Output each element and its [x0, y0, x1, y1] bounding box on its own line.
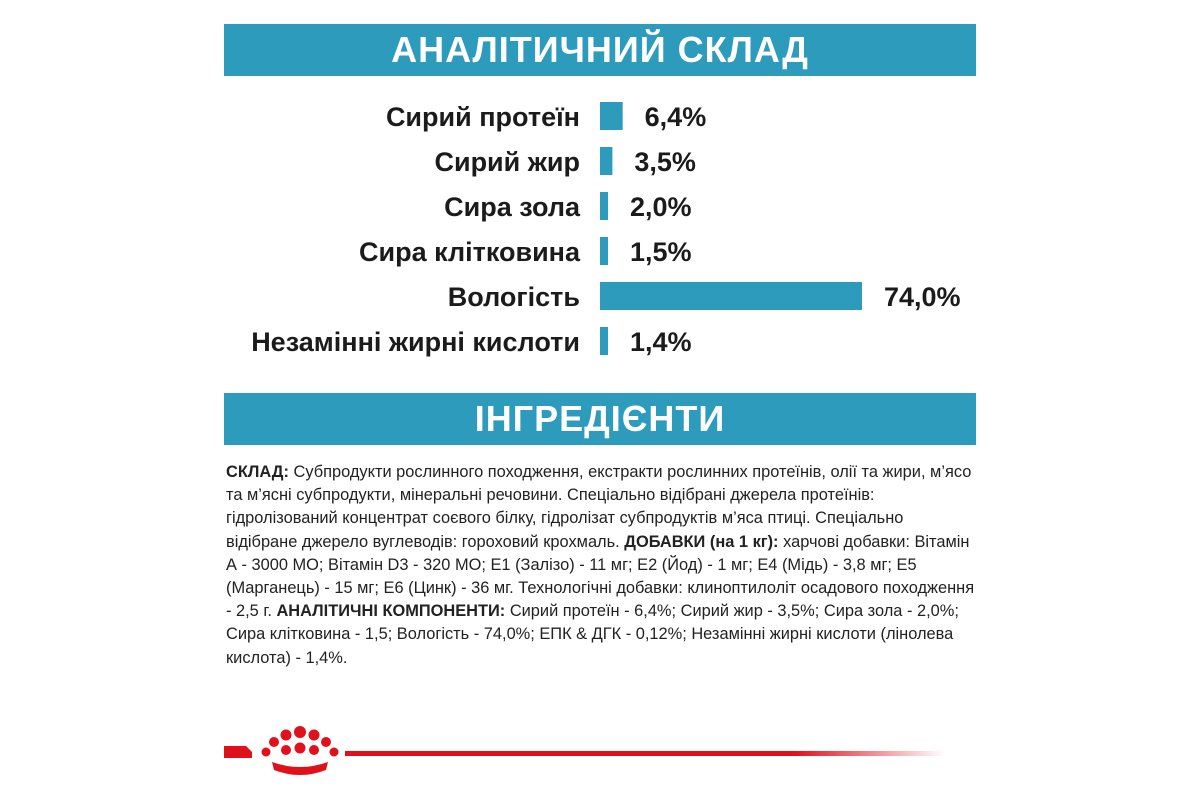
analysis-bar-chart — [0, 0, 1200, 380]
bar-0 — [600, 102, 623, 130]
bar-value-label-2: 2,0% — [630, 192, 692, 222]
bar-value-label-1: 3,5% — [634, 147, 696, 177]
bar-label-0: Сирий протеїн — [385, 102, 580, 132]
bar-label-4: Вологість — [447, 282, 580, 312]
ingredients-heading: АНАЛІТИЧНІ КОМПОНЕНТИ: — [276, 602, 506, 621]
bar-value-label-4: 74,0% — [884, 282, 961, 312]
bar-5 — [600, 327, 608, 355]
ingredients-heading: ДОБАВКИ (на 1 кг): — [624, 532, 779, 551]
bar-4 — [600, 282, 862, 310]
ingredients-body: харчові добавки: Вітамін А - 3000 МО; Вітамін D3 - 320 МО; Е1 (Залізо) - 11 мг; Е2 (Йод) - 1 мг; Е4 (Мідь) - 3,8 мг; Е5 (Марганець) - 15 мг; Е6 (Цинк) - 36 мг. Технологічні добавки: клиноптилоліт осадового походження - 2,5 г. — [226, 532, 975, 621]
ingredients-section-header — [224, 393, 976, 445]
bar-value-label-3: 1,5% — [630, 237, 692, 267]
bar-3 — [600, 237, 608, 265]
footer-red-line-left — [224, 746, 252, 758]
royal-canin-crown-icon — [262, 726, 339, 775]
footer-red-line-right — [345, 751, 945, 756]
bar-value-label-5: 1,4% — [630, 327, 692, 357]
ingredients-heading: СКЛАД: — [226, 463, 289, 481]
ingredients-text — [226, 461, 976, 670]
bar-label-2: Сира зола — [444, 192, 580, 222]
bar-label-1: Сирий жир — [434, 147, 580, 177]
ingredients-body: Субпродукти рослинного походження, екстракти рослинних протеїнів, олії та жири, м’ясо та м’ясні субпродукти, мінеральні речовини. Спеціально відібрані джерела протеїнів: гідролізований концентрат соєвого білку, гідролізат субпродуктів м’яса птиці. Спеціально відібране джерело вуглеводів: гороховий крохмаль. — [226, 463, 972, 551]
analysis-section-title: АНАЛІТИЧНИЙ СКЛАД — [391, 29, 809, 70]
ingredients-body: Сирий протеїн - 6,4%; Сирий жир - 3,5%; Сира зола - 2,0%; Сира клітковина - 1,5; Вологість - 74,0%; ЕПК & ДГК - 0,12%; Незамінні жирні кислоти (лінолева кислота) - 1,4%. — [226, 602, 959, 667]
bar-label-5: Незамінні жирні кислоти — [251, 327, 580, 357]
bar-1 — [600, 147, 612, 175]
bar-2 — [600, 192, 608, 220]
bar-label-3: Сира клітковина — [359, 237, 580, 267]
bar-value-label-0: 6,4% — [644, 102, 707, 132]
ingredients-section-title: ІНГРЕДІЄНТИ — [474, 398, 726, 439]
brand-footer — [0, 720, 1200, 800]
